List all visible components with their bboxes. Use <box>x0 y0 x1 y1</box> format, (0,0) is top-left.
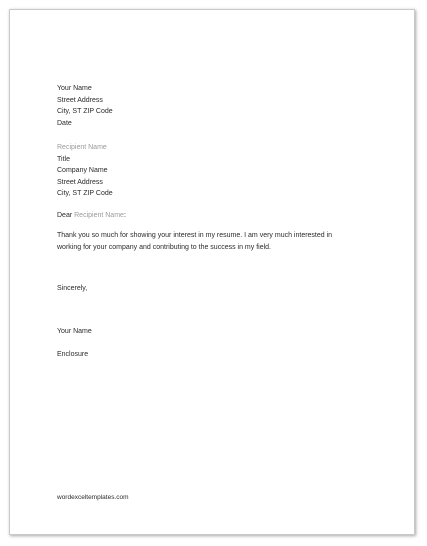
closing: Sincerely, <box>57 285 88 292</box>
recipient-company: Company Name <box>57 167 108 175</box>
recipient-city: City, ST ZIP Code <box>57 190 113 198</box>
sender-city: City, ST ZIP Code <box>57 108 113 116</box>
signature-name: Your Name <box>57 328 92 335</box>
footer-watermark: wordexceltemplates.com <box>57 494 129 501</box>
salutation-suffix: : <box>123 212 126 219</box>
letter-body <box>57 230 357 253</box>
sender-name: Your Name <box>57 85 92 92</box>
salutation-prefix: Dear <box>57 212 75 219</box>
sender-street: Street Address <box>57 96 103 104</box>
letter-page <box>9 9 415 535</box>
body-line-1: Thank you so much for showing your interest in my resume. I am very much interested in <box>57 232 333 239</box>
letter-date: Date <box>57 119 72 127</box>
recipient-title: Title <box>57 155 70 163</box>
sender-address-block <box>57 83 113 129</box>
salutation-recipient-name: Recipient Name <box>74 212 124 219</box>
enclosure-note: Enclosure <box>57 351 89 358</box>
recipient-address-block <box>57 142 113 200</box>
recipient-street: Street Address <box>57 178 103 186</box>
body-line-2: working for your company and contributing to the success in my field. <box>57 243 271 251</box>
salutation <box>57 210 126 222</box>
recipient-name: Recipient Name <box>57 144 107 151</box>
